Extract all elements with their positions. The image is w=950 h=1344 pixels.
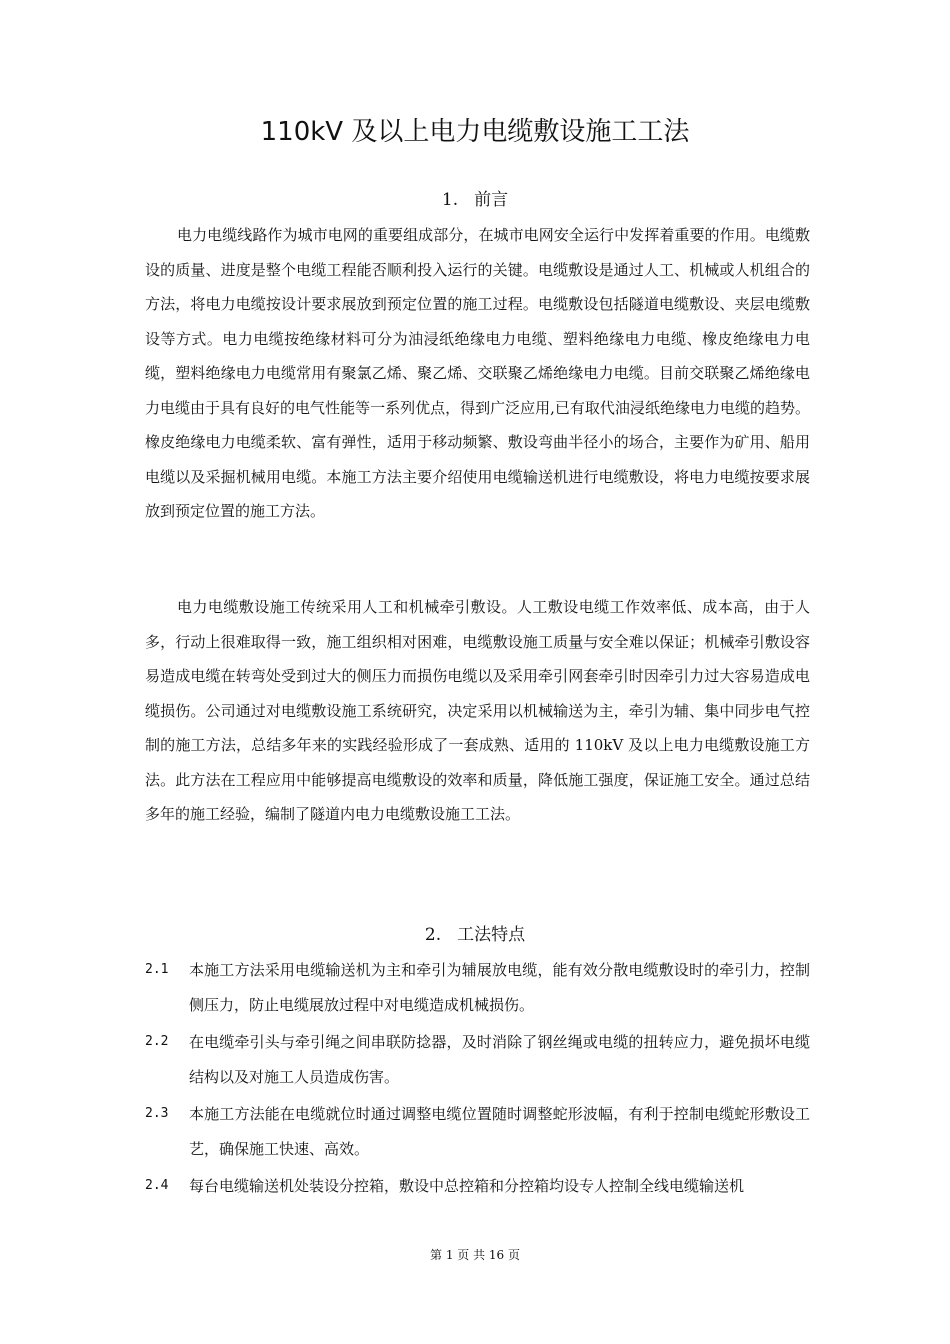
preface-paragraph-1: 电力电缆线路作为城市电网的重要组成部分，在城市电网安全运行中发挥着重要的作用。电缆敷设的质量、进度是整个电缆工程能否顺利投入运行的关键。电缆敷设是通过人工、机械或人机组合的方法，将电力电缆按设计要求展放到预定位置的施工过程。电缆敷设包括隧道电缆敷设、夹层电缆敷设等方式。电力电缆按绝缘材料可分为油浸纸绝缘电力电缆、塑料绝缘电力电缆、橡皮绝缘电力电缆，塑料绝缘电力电缆常用有聚氯乙烯、聚乙烯、交联聚乙烯绝缘电力电缆。目前交联聚乙烯绝缘电力电缆由于具有良好的电气性能等一系列优点，得到广泛应用,已有取代油浸纸绝缘电力电缆的趋势。橡皮绝缘电力电缆柔软、富有弹性，适用于移动频繁、敷设弯曲半径小的场合，主要作为矿用、船用电缆以及采掘机械用电缆。本施工方法主要介绍使用电缆输送机进行电缆敷设，将电力电缆按要求展放到预定位置的施工方法。 <box>145 226 810 520</box>
list-item <box>145 1025 810 1094</box>
section-title: 前言 <box>474 190 509 210</box>
item-text: 在电缆牵引头与牵引绳之间串联防捻器，及时消除了钢丝绳或电缆的扭转应力，避免损坏电缆结构以及对施工人员造成伤害。 <box>189 1033 810 1086</box>
item-number: 2.2 <box>145 1034 169 1049</box>
list-item <box>145 1097 810 1166</box>
document-title: 110kV 及以上电力电缆敷设施工工法 <box>260 117 690 147</box>
section-heading-features <box>0 922 950 948</box>
item-number: 2.4 <box>145 1178 169 1193</box>
item-text: 每台电缆输送机处装设分控箱，敷设中总控箱和分控箱均设专人控制全线电缆输送机 <box>189 1177 745 1195</box>
item-text: 本施工方法采用电缆输送机为主和牵引为辅展放电缆，能有效分散电缆敷设时的牵引力，控制侧压力，防止电缆展放过程中对电缆造成机械损伤。 <box>189 961 810 1014</box>
preface-paragraph-2: 电力电缆敷设施工传统采用人工和机械牵引敷设。人工敷设电缆工作效率低、成本高，由于人多，行动上很难取得一致，施工组织相对困难，电缆敷设施工质量与安全难以保证；机械牵引敷设容易造成电缆在转弯处受到过大的侧压力而损伤电缆以及采用牵引网套牵引时因牵引力过大容易造成电缆损伤。公司通过对电缆敷设施工系统研究，决定采用以机械输送为主，牵引为辅、集中同步电气控制的施工方法，总结多年来的实践经验形成了一套成熟、适用的 110kV 及以上电力电缆敷设施工方法。此方法在工程应用中能够提高电缆敷设的效率和质量，降低施工强度，保证施工安全。通过总结多年的施工经验，编制了隧道内电力电缆敷设施工工法。 <box>145 598 810 823</box>
list-item <box>145 953 810 1022</box>
section-number: 2. <box>424 925 442 945</box>
section-heading-preface <box>0 187 950 213</box>
feature-list <box>145 953 810 1207</box>
section-number: 1. <box>441 190 459 210</box>
item-number: 2.3 <box>145 1106 169 1121</box>
list-item <box>145 1169 810 1204</box>
page-footer: 第 1 页 共 16 页 <box>430 1248 520 1262</box>
section-title: 工法特点 <box>457 925 526 945</box>
item-number: 2.1 <box>145 962 169 977</box>
item-text: 本施工方法能在电缆就位时通过调整电缆位置随时调整蛇形波幅，有利于控制电缆蛇形敷设工艺，确保施工快速、高效。 <box>189 1105 810 1158</box>
